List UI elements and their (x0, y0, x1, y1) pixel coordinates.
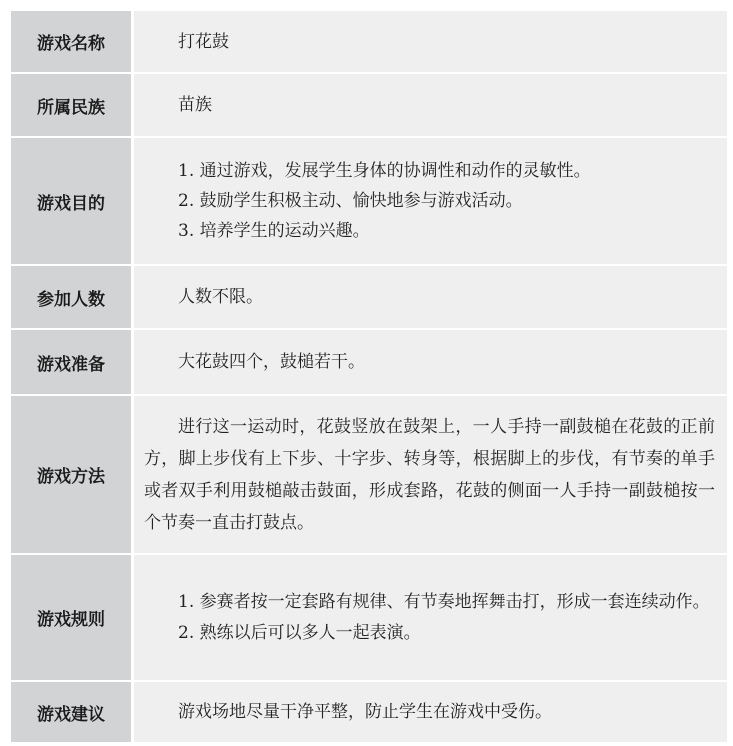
row-preparation (11, 330, 727, 396)
row-content (134, 396, 727, 553)
row-text: 大花鼓四个，鼓槌若干。 (178, 352, 365, 372)
row-game-name (11, 11, 727, 74)
list-item: 1. 参赛者按一定套路有规律、有节奏地挥舞击打，形成一套连续动作。 (178, 591, 710, 612)
row-label: 游戏规则 (11, 555, 134, 680)
game-info-table (11, 11, 727, 742)
list-item: 2. 熟练以后可以多人一起表演。 (178, 622, 421, 643)
row-label: 游戏目的 (11, 138, 134, 264)
row-game-purpose (11, 138, 727, 266)
row-text: 游戏场地尽量干净平整，防止学生在游戏中受伤。 (178, 702, 552, 722)
list-item: 2. 鼓励学生积极主动、愉快地参与游戏活动。 (178, 191, 523, 211)
row-content (134, 11, 727, 72)
row-text: 人数不限。 (178, 287, 263, 307)
row-content (134, 330, 727, 394)
row-participants (11, 266, 727, 330)
row-label: 所属民族 (11, 74, 134, 136)
row-ethnic-group (11, 74, 727, 138)
row-suggestion (11, 682, 727, 742)
row-content (134, 138, 727, 264)
row-content (134, 555, 727, 680)
row-label: 参加人数 (11, 266, 134, 328)
row-content (134, 74, 727, 136)
row-content (134, 266, 727, 328)
row-label: 游戏建议 (11, 682, 134, 742)
row-text: 打花鼓 (178, 31, 229, 52)
row-text: 进行这一运动时，花鼓竖放在鼓架上，一人手持一副鼓槌在花鼓的正前方，脚上步伐有上下步、十字步、转身等，根据脚上的步伐，有节奏的单手或者双手利用鼓槌敲击鼓面，形成套路，花鼓的侧面一人手持一副鼓槌按一个节奏一直击打鼓点。 (144, 416, 715, 533)
list-item: 3. 培养学生的运动兴趣。 (178, 221, 370, 241)
row-label: 游戏方法 (11, 396, 134, 553)
row-rules (11, 555, 727, 682)
row-method (11, 396, 727, 555)
row-text: 苗族 (178, 95, 212, 115)
row-label: 游戏准备 (11, 330, 134, 394)
list-item: 1. 通过游戏，发展学生身体的协调性和动作的灵敏性。 (178, 161, 591, 181)
row-content (134, 682, 727, 742)
row-label: 游戏名称 (11, 11, 134, 72)
